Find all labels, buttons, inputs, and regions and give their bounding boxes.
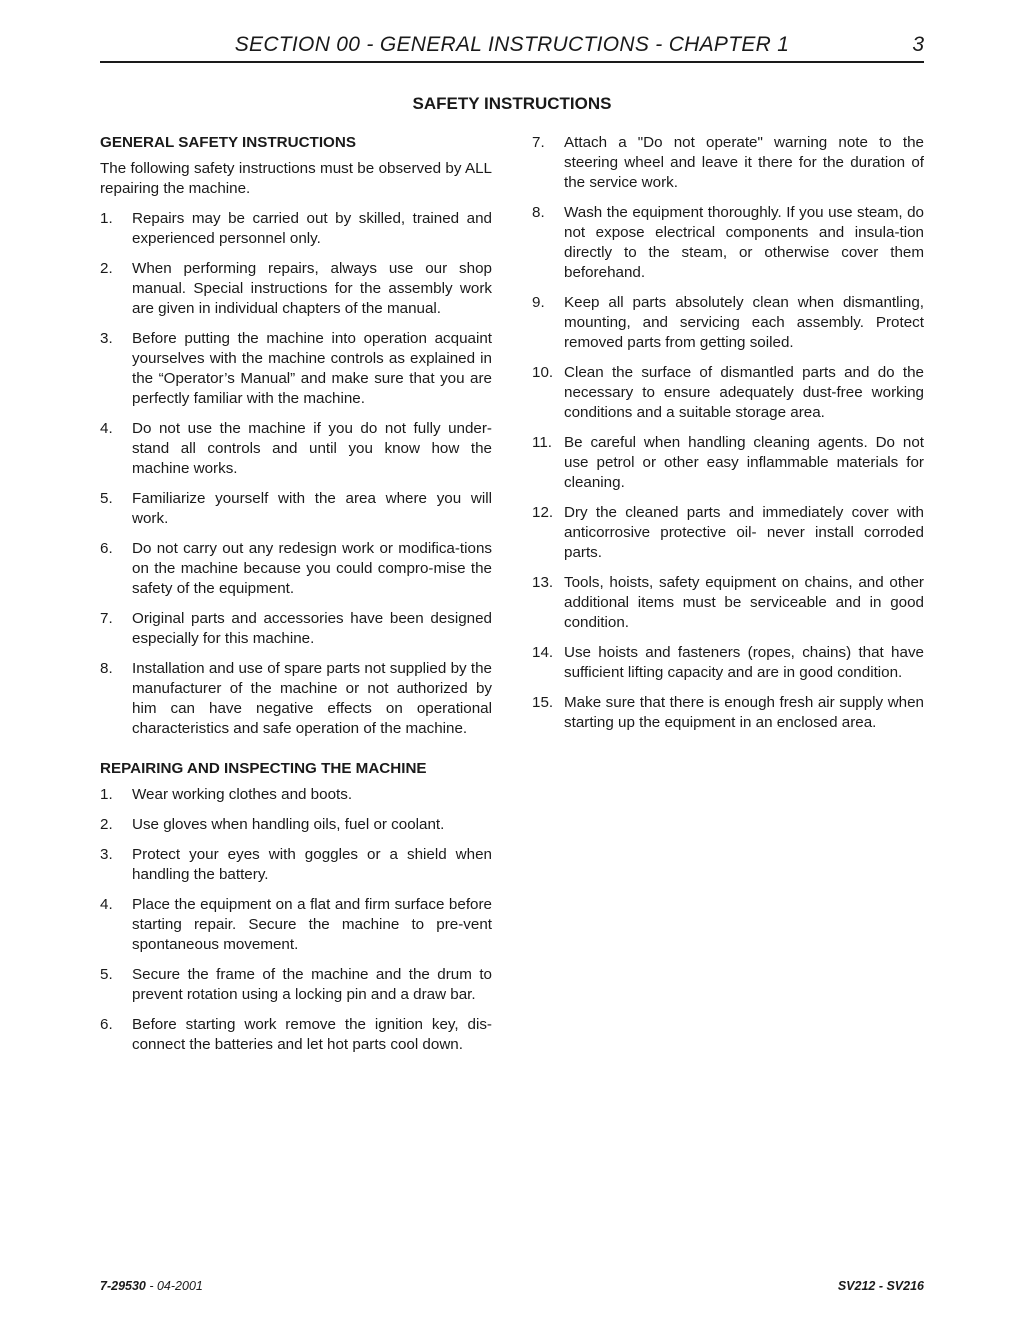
list-item <box>100 419 492 479</box>
item-number: 3. <box>100 846 113 863</box>
item-number: 6. <box>100 1016 113 1033</box>
repairing-list-part-1 <box>100 785 492 1055</box>
item-number: 7. <box>532 134 545 151</box>
list-item <box>532 433 924 493</box>
item-number: 11. <box>532 434 552 451</box>
list-item <box>532 293 924 353</box>
item-number: 2. <box>100 260 113 277</box>
item-number: 4. <box>100 896 113 913</box>
item-text: Wash the equipment thoroughly. If you use steam, do not expose electrical components and insula-tion directly to the steam, or otherwise cover them beforehand. <box>564 204 924 281</box>
main-title: SAFETY INSTRUCTIONS <box>412 94 612 113</box>
item-number: 6. <box>100 540 113 557</box>
list-item <box>100 785 492 805</box>
item-number: 2. <box>100 816 113 833</box>
page-number: 3 <box>912 33 924 56</box>
list-item <box>100 489 492 529</box>
item-text: Be careful when handling cleaning agents. Do not use petrol or other easy inflammable materials for cleaning. <box>564 434 924 491</box>
item-text: Installation and use of spare parts not supplied by the manufacturer of the machine or not authorized by him can have negative effects on operational characteristics and safe operation of the machine. <box>132 660 492 737</box>
footer-models: SV212 - SV216 <box>837 1279 924 1293</box>
item-text: Protect your eyes with goggles or a shield when handling the battery. <box>132 846 492 883</box>
list-item <box>100 895 492 955</box>
list-item <box>532 133 924 193</box>
header-title: SECTION 00 - GENERAL INSTRUCTIONS - CHAPTER 1 <box>234 33 790 56</box>
item-number: 12. <box>532 504 554 521</box>
item-text: When performing repairs, always use our shop manual. Special instructions for the assembly work are given in individual chapters of the manual. <box>132 260 492 317</box>
list-item <box>532 693 924 733</box>
right-column <box>532 133 924 743</box>
item-text: Dry the cleaned parts and immediately cover with anticorrosive protective oil- never install corroded parts. <box>564 504 924 561</box>
item-text: Attach a "Do not operate" warning note to the steering wheel and leave it there for the duration of the service work. <box>564 134 924 191</box>
item-text: Keep all parts absolutely clean when dismantling, mounting, and servicing each assembly. Protect removed parts from getting soiled. <box>564 294 924 351</box>
list-item <box>100 259 492 319</box>
list-item <box>100 329 492 409</box>
general-safety-heading: GENERAL SAFETY INSTRUCTIONS <box>100 134 356 151</box>
item-number: 7. <box>100 610 113 627</box>
item-text: Use gloves when handling oils, fuel or coolant. <box>132 816 445 833</box>
item-number: 5. <box>100 966 113 983</box>
item-text: Familiarize yourself with the area where you will work. <box>132 490 492 527</box>
item-number: 13. <box>532 574 554 591</box>
list-item <box>532 503 924 563</box>
item-text: Make sure that there is enough fresh air supply when starting up the equipment in an enclosed area. <box>564 694 924 731</box>
list-item <box>532 643 924 683</box>
list-item <box>532 203 924 283</box>
list-item <box>100 539 492 599</box>
item-text: Secure the frame of the machine and the drum to prevent rotation using a locking pin and a draw bar. <box>132 966 492 1003</box>
item-number: 14. <box>532 644 554 661</box>
item-text: Do not use the machine if you do not fully under-stand all controls and until you know how the machine works. <box>132 420 492 477</box>
doc-code: 7-29530 <box>100 1279 146 1293</box>
item-number: 4. <box>100 420 113 437</box>
list-item <box>100 815 492 835</box>
item-number: 8. <box>100 660 113 677</box>
list-item <box>532 363 924 423</box>
item-number: 3. <box>100 330 113 347</box>
left-column <box>100 133 492 1065</box>
list-item <box>100 609 492 649</box>
item-text: Place the equipment on a flat and firm surface before starting repair. Secure the machine to pre-vent spontaneous movement. <box>132 896 492 953</box>
page-header <box>100 33 924 63</box>
general-intro: The following safety instructions must be observed by ALL repairing the machine. <box>100 160 492 197</box>
general-safety-list <box>100 209 492 739</box>
item-number: 5. <box>100 490 113 507</box>
item-text: Repairs may be carried out by skilled, trained and experienced personnel only. <box>132 210 492 247</box>
item-text: Before putting the machine into operation acquaint yourselves with the machine controls as explained in the “Operator’s Manual” and make sure that you are perfectly familiar with the machine. <box>132 330 492 407</box>
doc-date: - 04-2001 <box>145 1279 203 1293</box>
item-number: 15. <box>532 694 554 711</box>
item-number: 10. <box>532 364 554 381</box>
item-number: 8. <box>532 204 545 221</box>
list-item <box>100 209 492 249</box>
item-text: Original parts and accessories have been designed especially for this machine. <box>132 610 492 647</box>
list-item <box>100 659 492 739</box>
footer-doc-info <box>100 1279 203 1293</box>
item-text: Clean the surface of dismantled parts and do the necessary to ensure adequately dust-free working conditions and a suitable storage area. <box>564 364 924 421</box>
list-item <box>100 965 492 1005</box>
list-item <box>532 573 924 633</box>
item-text: Do not carry out any redesign work or modifica-tions on the machine because you could compro-mise the safety of the equipment. <box>132 540 492 597</box>
list-item <box>100 845 492 885</box>
item-text: Use hoists and fasteners (ropes, chains) that have sufficient lifting capacity and are in good condition. <box>564 644 924 681</box>
item-text: Wear working clothes and boots. <box>132 786 353 803</box>
item-number: 1. <box>100 210 113 227</box>
item-text: Before starting work remove the ignition key, dis-connect the batteries and let hot parts cool down. <box>132 1016 492 1053</box>
item-text: Tools, hoists, safety equipment on chains, and other additional items must be serviceable and in good condition. <box>564 574 924 631</box>
item-number: 1. <box>100 786 113 803</box>
repairing-list-part-2 <box>532 133 924 733</box>
repairing-heading: REPAIRING AND INSPECTING THE MACHINE <box>100 760 427 777</box>
item-number: 9. <box>532 294 545 311</box>
list-item <box>100 1015 492 1055</box>
